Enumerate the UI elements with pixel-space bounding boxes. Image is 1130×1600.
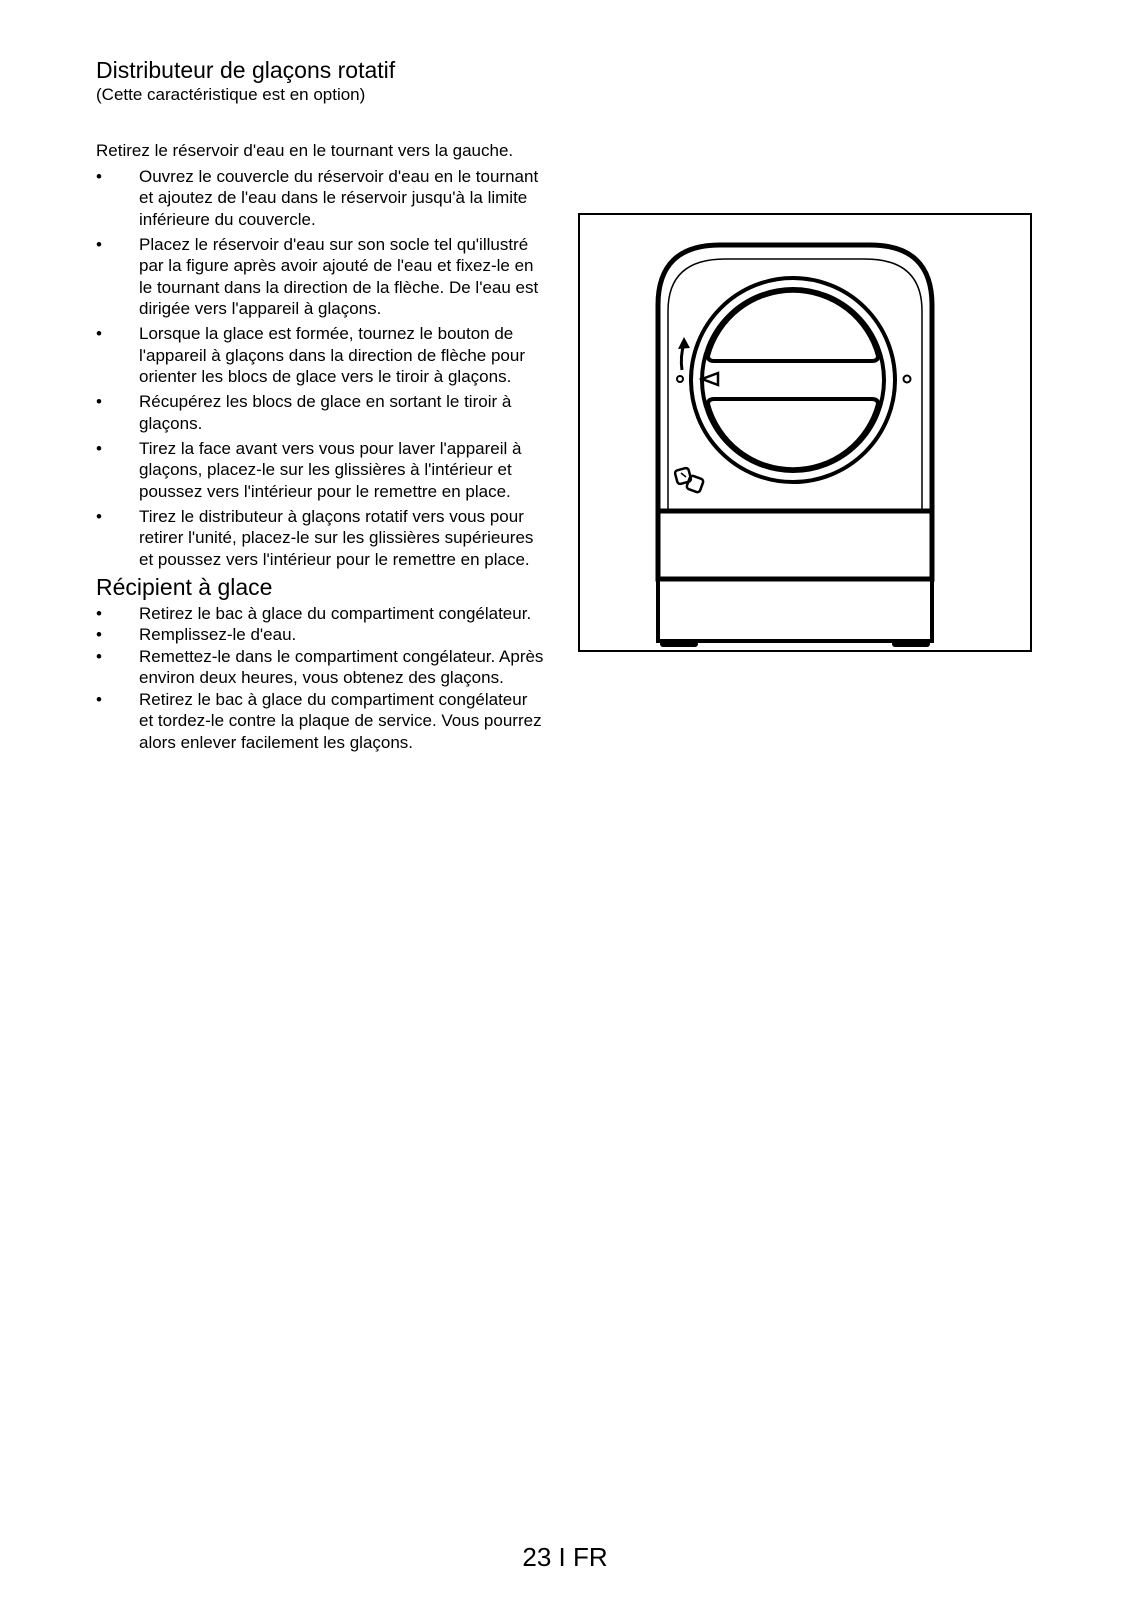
- bullet-glyph: •: [96, 506, 102, 526]
- dial-outer-ring: [691, 278, 895, 482]
- rotation-arrow-icon: [677, 337, 690, 382]
- right-marker-dot: [904, 376, 911, 383]
- bullet-glyph: •: [96, 603, 102, 623]
- ice-cubes-icon: [674, 467, 704, 493]
- dial-upper-grip: [708, 291, 878, 361]
- list-item-text: Tirez la face avant vers vous pour laver l'appareil à glaçons, placez-le sur les glissières à l'intérieur et poussez vers l'intérieur pour le remettre en place.: [139, 438, 522, 501]
- bullet-glyph: •: [96, 166, 102, 186]
- dispenser-instructions-list: [96, 166, 546, 571]
- list-item-text: Lorsque la glace est formée, tournez le bouton de l'appareil à glaçons dans la direction de flèche pour orienter les blocs de glace vers le tiroir à glaçons.: [139, 324, 525, 386]
- drawer-base: [658, 579, 932, 641]
- ice-dispenser-illustration: [580, 215, 1030, 650]
- bullet-glyph: •: [96, 324, 102, 343]
- optional-feature-note: (Cette caractéristique est en option): [96, 85, 366, 104]
- list-item-text: Remettez-le dans le compartiment congélateur. Après environ deux heures, vous obtenez des glaçons.: [139, 646, 544, 687]
- bullet-glyph: •: [96, 234, 102, 254]
- ice-dispenser-figure: [578, 213, 1032, 652]
- list-item: [96, 689, 546, 754]
- section-title-ice-dispenser: Distributeur de glaçons rotatif: [96, 57, 396, 83]
- list-item: [96, 624, 546, 646]
- list-item: [96, 323, 546, 388]
- main-text-column: [96, 56, 546, 753]
- bullet-glyph: •: [96, 392, 102, 411]
- bullet-glyph: •: [96, 689, 102, 709]
- list-item-text: Tirez le distributeur à glaçons rotatif vers vous pour retirer l'unité, placez-le sur les glissières supérieures et poussez vers l'intérieur pour le remettre en place.: [139, 506, 534, 569]
- section-title-ice-tray: Récipient à glace: [96, 573, 273, 600]
- list-item-text: Remplissez-le d'eau.: [139, 625, 297, 644]
- triangle-pointer-icon: [702, 373, 718, 385]
- bullet-glyph: •: [96, 646, 102, 666]
- bullet-glyph: •: [96, 625, 102, 644]
- list-item-text: Placez le réservoir d'eau sur son socle tel qu'illustré par la figure après avoir ajouté de l'eau et fixez-le en le tournant dans la direction de la flèche. De l'eau est dirigée vers l'appareil à glaçons.: [139, 234, 539, 318]
- ice-tray-instructions-list: [96, 603, 546, 754]
- list-item: [96, 506, 546, 571]
- dial-lower-grip: [708, 399, 878, 469]
- list-item-text: Retirez le bac à glace du compartiment congélateur.: [139, 603, 532, 623]
- list-item-text: Ouvrez le couvercle du réservoir d'eau en le tournant et ajoutez de l'eau dans le réservoir jusqu'à la limite inférieure du couvercle.: [139, 166, 539, 229]
- list-item-text: Récupérez les blocs de glace en sortant le tiroir à glaçons.: [139, 392, 512, 433]
- bullet-glyph: •: [96, 438, 102, 458]
- page-number: 23 I FR: [522, 1542, 608, 1572]
- foot-left: [660, 641, 698, 647]
- list-item: [96, 438, 546, 503]
- ice-drawer: [658, 511, 932, 579]
- intro-paragraph: Retirez le réservoir d'eau en le tournant vers la gauche.: [96, 141, 514, 160]
- list-item: [96, 603, 546, 625]
- list-item: [96, 234, 546, 320]
- list-item: [96, 391, 546, 434]
- list-item: [96, 646, 546, 689]
- list-item: [96, 166, 546, 231]
- foot-right: [892, 641, 930, 647]
- list-item-text: Retirez le bac à glace du compartiment congélateur et tordez-le contre la plaque de service. Vous pourrez alors enlever facilement les glaçons.: [139, 689, 542, 752]
